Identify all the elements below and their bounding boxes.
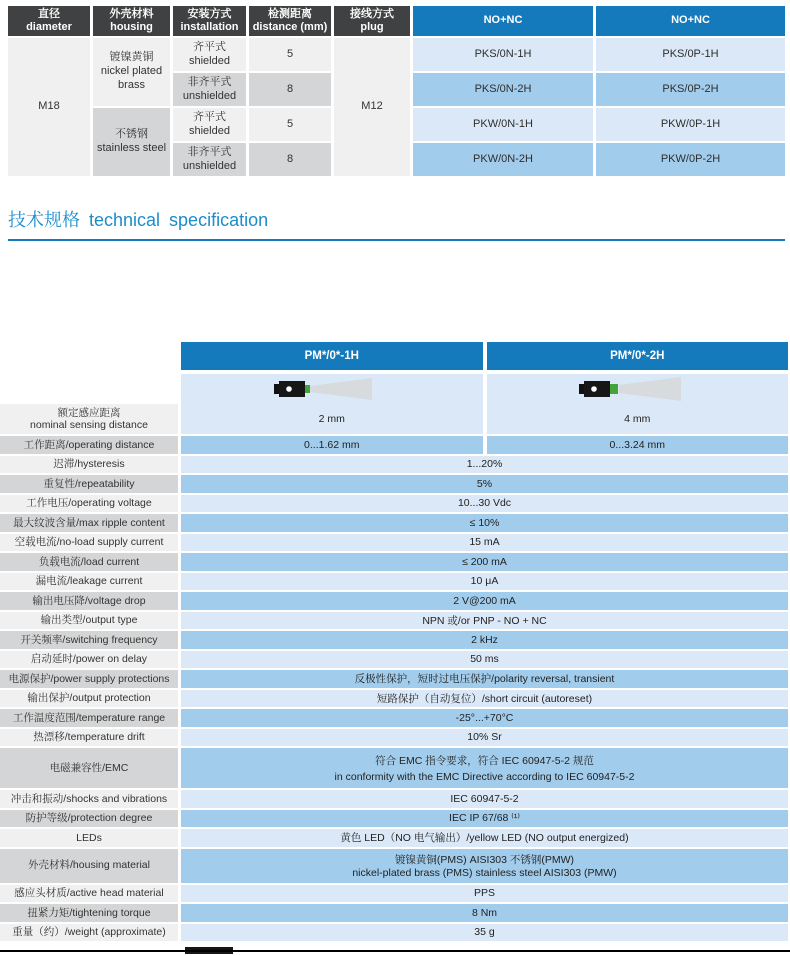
header-plug-en: plug	[360, 21, 384, 33]
spec-row-label: 最大纹波含量/max ripple content	[0, 514, 178, 532]
spec-row	[0, 885, 788, 903]
spec-row-value: ≤ 10%	[181, 514, 788, 532]
product-code: PKW/0P-2H	[596, 143, 785, 176]
housing-brass-zh: 镀镍黄铜	[109, 51, 154, 64]
distance-cell: 5	[249, 38, 331, 71]
page-footer-rule	[0, 950, 790, 952]
spec-row-value: ≤ 200 mA	[181, 553, 788, 571]
spec-row	[0, 612, 788, 630]
product-code: PKS/0N-2H	[413, 73, 593, 106]
section-title-rule	[8, 239, 785, 241]
spec-row-value: IEC 60947-5-2	[181, 790, 788, 808]
spec-row	[0, 651, 788, 669]
column-header-no-nc-npn	[413, 6, 593, 36]
housing-steel-zh: 不锈钢	[115, 128, 148, 141]
spec-row-label: 漏电流/leakage current	[0, 573, 178, 591]
product-code: PKW/0N-2H	[413, 143, 593, 176]
plug-cell	[334, 38, 410, 176]
spec-row	[0, 631, 788, 649]
spec-row-label: 空载电流/no-load supply current	[0, 534, 178, 552]
spec-row-label: 输出类型/output type	[0, 612, 178, 630]
spec-row-value: 反极性保护，短时过电压保护/polarity reversal, transient	[181, 670, 788, 688]
column-header-plug	[334, 6, 410, 36]
spec-row	[0, 592, 788, 610]
housing-brass-en: nickel plated brass	[100, 65, 163, 91]
installation-cell: 齐平式 shielded	[173, 108, 246, 141]
spec-row-label: 工作距离/operating distance	[0, 436, 178, 454]
spec-header-spacer	[0, 342, 178, 370]
spec-row	[0, 709, 788, 727]
spec-row-value: 5%	[181, 475, 788, 493]
spec-row-value: 镀镍黄铜(PMS) AISI303 不锈钢(PMW) nickel-plated brass (PMS) stainless steel AISI303 (PMW)	[181, 849, 788, 883]
header-diameter-en: diameter	[26, 21, 72, 33]
product-code: PKS/0N-1H	[413, 38, 593, 71]
spec-row-label: 工作温度范围/temperature range	[0, 709, 178, 727]
spec-row-label: 输出电压降/voltage drop	[0, 592, 178, 610]
header-no-nc-label: NO+NC	[671, 14, 710, 27]
header-no-nc-label: NO+NC	[483, 14, 523, 27]
spec-row-value: 1...20%	[181, 456, 788, 474]
column-header-no-nc-pnp	[596, 6, 785, 36]
spec-row-value: 10% Sr	[181, 729, 788, 747]
header-installation-en: installation	[180, 21, 239, 33]
spec-row-label: 工作电压/operating voltage	[0, 495, 178, 513]
spec-row	[0, 514, 788, 532]
header-distance-en: distance (mm)	[252, 21, 328, 33]
spec-row-label: 输出保护/output protection	[0, 690, 178, 708]
spec-row-value: 2 V@200 mA	[181, 592, 788, 610]
spec-value-col2: 0...3.24 mm	[487, 436, 789, 454]
spec-icon-row	[0, 374, 788, 404]
spec-column-header-1: PM*/0*-1H	[181, 342, 483, 370]
header-installation-zh: 安装方式	[187, 7, 232, 20]
sensor-beam-small-icon	[181, 374, 483, 404]
spec-row-label: 额定感应距离 nominal sensing distance	[0, 404, 178, 434]
header-distance-zh: 检测距离	[268, 7, 312, 20]
spec-row-value: 短路保护（自动复位）/short circuit (autoreset)	[181, 690, 788, 708]
sensor-beam-large-icon	[487, 374, 789, 404]
spec-row	[0, 790, 788, 808]
spec-row-label: 迟滞/hysteresis	[0, 456, 178, 474]
spec-column-header-2: PM*/0*-2H	[487, 342, 789, 370]
spec-row-label: 防护等级/protection degree	[0, 810, 178, 828]
product-code: PKS/0P-2H	[596, 73, 785, 106]
spec-row	[0, 553, 788, 571]
spec-row-label: 电源保护/power supply protections	[0, 670, 178, 688]
spec-row-label: 感应头材质/active head material	[0, 885, 178, 903]
spec-row-label: 开关频率/switching frequency	[0, 631, 178, 649]
diameter-cell	[8, 38, 90, 176]
installation-cell: 齐平式 shielded	[173, 38, 246, 71]
spec-row-label: 重量（约）/weight (approximate)	[0, 924, 178, 942]
spec-row-emc	[0, 748, 788, 788]
installation-cell: 非齐平式 unshielded	[173, 73, 246, 106]
spec-row-value: 符合 EMC 指令要求，符合 IEC 60947-5-2 规范 in conformity with the EMC Directive according to IEC 60947-5-2	[181, 748, 788, 788]
plug-value: M12	[361, 100, 383, 113]
spec-row-label: 冲击和振动/shocks and vibrations	[0, 790, 178, 808]
spec-row	[0, 573, 788, 591]
section-title: 技术规格 technical specification	[8, 210, 269, 230]
spec-row	[0, 924, 788, 942]
spec-row	[0, 670, 788, 688]
spec-row-value: 15 mA	[181, 534, 788, 552]
spec-row-label: 热漂移/temperature drift	[0, 729, 178, 747]
spec-header-row	[0, 342, 788, 370]
spec-row	[0, 456, 788, 474]
spec-row	[0, 729, 788, 747]
spec-row-label: 电磁兼容性/EMC	[0, 748, 178, 788]
distance-cell: 5	[249, 108, 331, 141]
spec-row-label: 外壳材料/housing material	[0, 849, 178, 883]
header-diameter-zh: 直径	[38, 7, 60, 20]
spec-row	[0, 690, 788, 708]
spec-row-nominal	[0, 404, 788, 434]
spec-row	[0, 829, 788, 847]
spec-value-col2: 4 mm	[487, 404, 789, 434]
housing-steel-en: stainless steel	[96, 142, 167, 154]
housing-cell-brass	[93, 38, 170, 106]
spec-value-col1: 2 mm	[181, 404, 483, 434]
column-header-installation	[173, 6, 246, 36]
spec-row	[0, 534, 788, 552]
spec-row	[0, 495, 788, 513]
diameter-value: M18	[38, 100, 60, 113]
distance-cell: 8	[249, 73, 331, 106]
spec-row-value: 8 Nm	[181, 904, 788, 922]
header-plug-zh: 接线方式	[350, 7, 394, 20]
spec-row-label: LEDs	[0, 829, 178, 847]
spec-row-value: PPS	[181, 885, 788, 903]
header-housing-zh: 外壳材料	[109, 7, 154, 20]
spec-row-value: -25°...+70°C	[181, 709, 788, 727]
spec-row-label: 扭紧力矩/tightening torque	[0, 904, 178, 922]
spec-row-label: 重复性/repeatability	[0, 475, 178, 493]
spec-table	[0, 342, 790, 941]
spec-value-col1: 0...1.62 mm	[181, 436, 483, 454]
spec-row-value: 10 μA	[181, 573, 788, 591]
installation-cell: 非齐平式 unshielded	[173, 143, 246, 176]
spec-row	[0, 810, 788, 828]
product-code: PKS/0P-1H	[596, 38, 785, 71]
product-code: PKW/0P-1H	[596, 108, 785, 141]
spec-row-value: IEC IP 67/68 ⁽¹⁾	[181, 810, 788, 828]
spec-row-value: 50 ms	[181, 651, 788, 669]
spec-row-value: 10...30 Vdc	[181, 495, 788, 513]
column-header-distance	[249, 6, 331, 36]
product-code: PKW/0N-1H	[413, 108, 593, 141]
housing-cell-steel	[93, 108, 170, 176]
column-header-diameter	[8, 6, 90, 36]
spec-row-value: NPN 或/or PNP - NO + NC	[181, 612, 788, 630]
spec-row-operating	[0, 436, 788, 454]
header-housing-en: housing	[110, 21, 153, 33]
distance-cell: 8	[249, 143, 331, 176]
spec-row	[0, 904, 788, 922]
column-header-housing	[93, 6, 170, 36]
spec-row-label: 启动延时/power on delay	[0, 651, 178, 669]
spec-row-value: 黄色 LED（NO 电气输出）/yellow LED (NO output energized)	[181, 829, 788, 847]
spec-row-housing-material	[0, 849, 788, 883]
spec-row	[0, 475, 788, 493]
product-table	[8, 6, 785, 176]
spec-row-value: 2 kHz	[181, 631, 788, 649]
spec-row-value: 35 g	[181, 924, 788, 942]
spec-row-label: 负载电流/load current	[0, 553, 178, 571]
